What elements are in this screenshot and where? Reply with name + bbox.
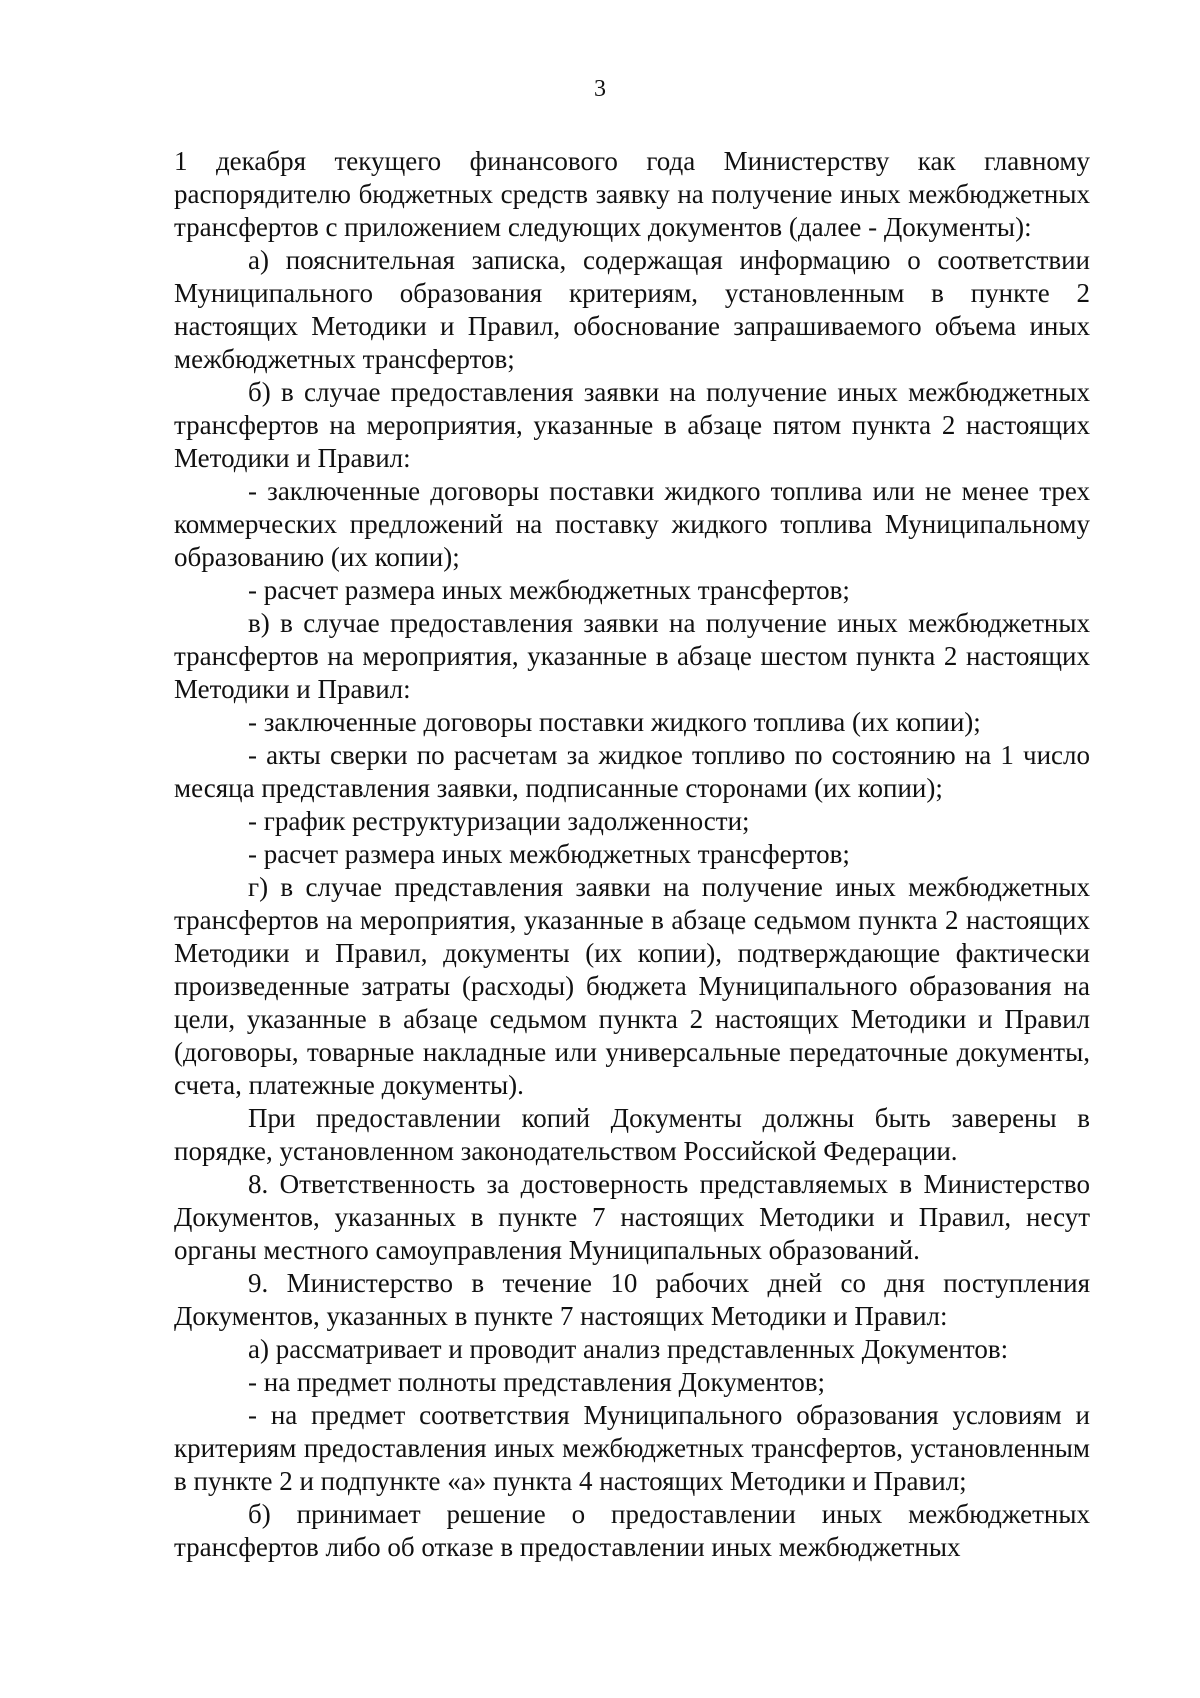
paragraph: - расчет размера иных межбюджетных трансфертов; bbox=[248, 839, 850, 869]
page-number: 3 bbox=[594, 76, 606, 102]
paragraph: 9. Министерство в течение 10 рабочих дней со дня поступления Документов, указанных в пункте 7 настоящих Методики и Правил: bbox=[174, 1268, 1090, 1331]
paragraph: г) в случае представления заявки на получение иных межбюджетных трансфертов на мероприятия, указанные в абзаце седьмом пункта 2 настоящих Методики и Правил, документы (их копии), подтверждающие фактически произведенные затраты (расходы) бюджета Муниципального образования на цели, указанные в абзаце седьмом пункта 2 настоящих Методики и Правил (договоры, товарные накладные или универсальные передаточные документы, счета, платежные документы). bbox=[174, 872, 1090, 1100]
paragraph: в) в случае предоставления заявки на получение иных межбюджетных трансфертов на мероприятия, указанные в абзаце шестом пункта 2 настоящих Методики и Правил: bbox=[174, 608, 1090, 704]
paragraph: - на предмет полноты представления Документов; bbox=[248, 1367, 826, 1397]
paragraph: 8. Ответственность за достоверность представляемых в Министерство Документов, указанных в пункте 7 настоящих Методики и Правил, несут органы местного самоуправления Муниципальных образований. bbox=[174, 1169, 1090, 1265]
paragraph: - заключенные договоры поставки жидкого топлива или не менее трех коммерческих предложений на поставку жидкого топлива Муниципальному образованию (их копии); bbox=[174, 476, 1090, 572]
paragraph: - акты сверки по расчетам за жидкое топливо по состоянию на 1 число месяца представления заявки, подписанные сторонами (их копии); bbox=[174, 740, 1090, 803]
paragraph: а) рассматривает и проводит анализ представленных Документов: bbox=[248, 1334, 1009, 1364]
paragraph: - заключенные договоры поставки жидкого топлива (их копии); bbox=[248, 707, 981, 737]
paragraph: - график реструктуризации задолженности; bbox=[248, 806, 750, 836]
document-body bbox=[174, 145, 1090, 1564]
paragraph: 1 декабря текущего финансового года Министерству как главному распорядителю бюджетных средств заявку на получение иных межбюджетных трансфертов с приложением следующих документов (далее - Документы): bbox=[174, 146, 1090, 242]
paragraph: При предоставлении копий Документы должны быть заверены в порядке, установленном законодательством Российской Федерации. bbox=[174, 1103, 1090, 1166]
paragraph: а) пояснительная записка, содержащая информацию о соответствии Муниципального образования критериям, установленным в пункте 2 настоящих Методики и Правил, обоснование запрашиваемого объема иных межбюджетных трансфертов; bbox=[174, 245, 1090, 374]
paragraph: б) принимает решение о предоставлении иных межбюджетных трансфертов либо об отказе в предоставлении иных межбюджетных bbox=[174, 1499, 1090, 1562]
paragraph: - расчет размера иных межбюджетных трансфертов; bbox=[248, 575, 850, 605]
paragraph: б) в случае предоставления заявки на получение иных межбюджетных трансфертов на мероприятия, указанные в абзаце пятом пункта 2 настоящих Методики и Правил: bbox=[174, 377, 1090, 473]
paragraph: - на предмет соответствия Муниципального образования условиям и критериям предоставления иных межбюджетных трансфертов, установленным в пункте 2 и подпункте «а» пункта 4 настоящих Методики и Правил; bbox=[174, 1400, 1090, 1496]
